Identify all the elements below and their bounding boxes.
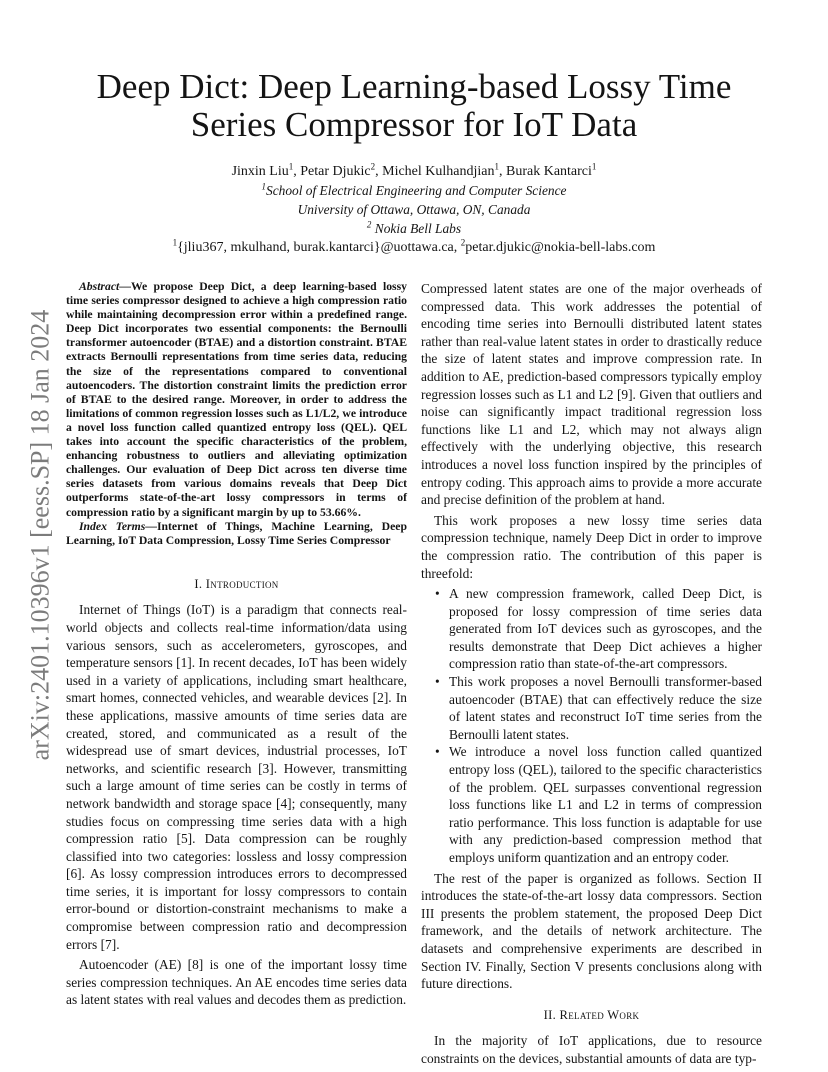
abstract (66, 280, 407, 520)
body-paragraph: This work proposes a new lossy time series data compression technique, namely Deep Dict in order to improve the compression ratio. The contribution of this paper is threefold: (421, 512, 762, 581)
arxiv-id-text: arXiv:2401.10396v1 [eess.SP] 18 Jan 2024 (25, 309, 55, 761)
abstract-label: Abstract (79, 280, 120, 293)
index-terms-text: —Internet of Things, Machine Learning, Deep Learning, IoT Data Compression, Lossy Time Series Compressor (66, 519, 407, 547)
body-paragraph: The rest of the paper is organized as follows. Section II introduces the state-of-the-art lossy data compressors. Section III presents the problem statement, the proposed Deep Dict framework, and the details of network architecture. The datasets and comprehensive experiments are described in Section IV. Finally, Section V presents conclusions along with future directions. (421, 870, 762, 992)
list-item: • We introduce a novel loss function called quantized entropy loss (QEL), tailored to the specific characteristics of the problem. QEL surpasses conventional regression loss functions like L1 and L2 in terms of compression ratio performance. This loss function is adaptable for use with any prediction-based compression method that employs uniform quantization and an entropy coder. (435, 744, 762, 865)
author-name: Michel Kulhandjian (382, 164, 495, 179)
intro-paragraph-1: Internet of Things (IoT) is a paradigm that connects real-world objects and collects real-time information/data using various sensors, such as accelerometers, gyroscopes, and temperature sensors [1]. In recent decades, IoT has been widely used in a variety of applications, including smart healthcare, smart homes, connected vehicles, and wearable devices [2]. In these applications, massive amounts of time series data are created, stored, and communicated as a result of the widespread use of smart devices, industrial processes, IoT networks, and scientific research [3]. However, transmitting such a large amount of time series can be costly in terms of network bandwidth and storage space [4]; consequently, many studies focus on compressing time series data with a high compression ratio [5]. Data compression can be roughly classified into two categories: lossless and lossy compression [6]. As lossy compression introduces errors to decompressed time series, it is important for lossy compressors to contain error-bound or distortion-constraint mechanisms to make a compromise between compression ratio and decompression errors [7]. (66, 602, 407, 952)
author-list: Jinxin Liu$^1$, Petar Djukic$^2$, Michel Kulhandjian$^1$, Burak Kantarci$^1$ (231, 161, 597, 179)
affiliation-2: $^2$ Nokia Bell Labs (366, 219, 462, 236)
related-work-paragraph: In the majority of IoT applications, due to resource constraints on the devices, substantial amounts of data are typ- (421, 1033, 762, 1066)
author-name: Burak Kantarci (506, 164, 592, 179)
bullet-icon: • (435, 586, 440, 602)
affiliation-1-line-2: University of Ottawa, Ottawa, ON, Canada (297, 202, 531, 217)
author-emails: $^1${jliu367, mkulhand, burak.kantarci}@uottawa.ca, $^2$petar.djukic@nokia-bell-labs.com (172, 237, 656, 255)
author-name: Jinxin Liu (231, 164, 289, 179)
affiliation-1-line-1: $^1$School of Electrical Engineering and Computer Science (261, 181, 567, 198)
contribution-list (421, 585, 762, 867)
bullet-icon: • (435, 674, 440, 690)
section-heading-related-work: II. Related Work (543, 1007, 640, 1022)
paper-title: Deep Dict: Deep Learning-based Lossy Time Series Compressor for IoT Data (96, 67, 732, 144)
section-heading-introduction: I. Introduction (194, 576, 279, 591)
bullet-icon: • (435, 744, 440, 760)
intro-paragraph-2: Autoencoder (AE) [8] is one of the important lossy time series compression techniques. An AE encodes time series data as latent states with real values and decodes them as prediction. (66, 957, 407, 1008)
body-paragraph: Compressed latent states are one of the major overheads of compressed data. This work addresses the potential of encoding time series into Bernoulli distributed latent states rather than real-value latent states in order to drastically reduce the size of latent states and improve compression rate. In addition to AE, prediction-based compressors typically employ regression losses such as L1 and L2 [9]. Given that outliers and noise can significantly impact traditional regression loss functions like L1 and L2, which may not always align effectively with the underlying objective, this research introduces a novel loss function inspired by the principles of entropy coding. This approach aims to provide a more accurate and precise definition of the problem at hand. (421, 281, 762, 508)
left-column (66, 280, 407, 1009)
author-block (0, 162, 828, 257)
arxiv-identifier-stamp (20, 290, 60, 780)
index-terms-label: Index Terms (79, 519, 146, 533)
index-terms (66, 520, 407, 548)
author-name: Petar Djukic (300, 164, 371, 179)
list-item: • This work proposes a novel Bernoulli transformer-based autoencoder (BTAE) that can effectively reduce the size of latent states and reconstruct IoT time series from the Bernoulli latent states. (435, 674, 762, 742)
right-column (421, 280, 762, 1068)
abstract-text: —We propose Deep Dict, a deep learning-based lossy time series compressor designed to achieve a high compression ratio while maintaining decompression error within a predefined range. Deep Dict incorporates two essential components: the Bernoulli transformer autoencoder (BTAE) and a distortion constraint. BTAE extracts Bernoulli representations from time series data, reducing the size of the representations compared to conventional autoencoders. The distortion constraint limits the prediction error of BTAE to the desired range. Moreover, in order to address the limitations of common regression losses such as L1/L2, we introduce a novel loss function called quantized entropy loss (QEL). QEL takes into account the specific characteristics of the problem, enhancing robustness to outliers and alleviating optimization challenges. Our evaluation of Deep Dict across ten diverse time series datasets from various domains reveals that Deep Dict outperforms state-of-the-art lossy compressors in terms of compression ratio by a significant margin by up to 53.66%. (66, 280, 407, 519)
list-item: • A new compression framework, called Deep Dict, is proposed for lossy compression of time series data generated from IoT devices such as gyroscopes, and the results demonstrate that Deep Dict achieves a higher compression ratio than state-of-the-art compressors. (435, 586, 762, 672)
